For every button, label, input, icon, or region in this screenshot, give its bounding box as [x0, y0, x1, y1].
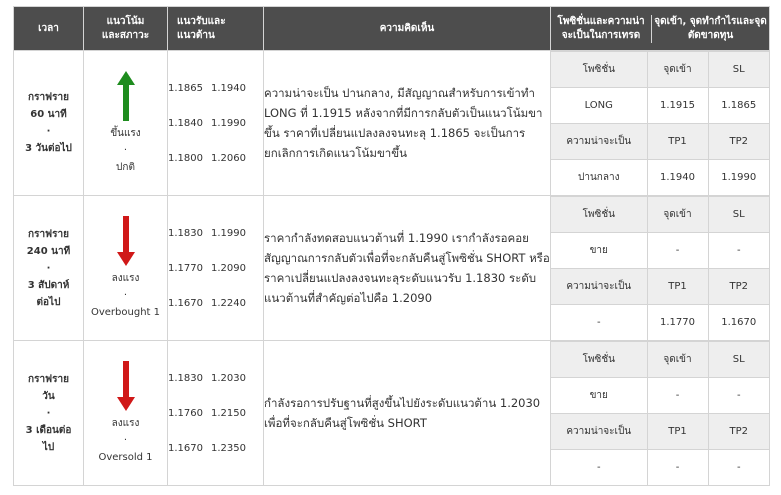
resistance-level: 1.2060	[211, 152, 246, 164]
timeframe-row	[14, 51, 770, 196]
support-level: 1.1865	[168, 82, 203, 94]
position-cell	[551, 341, 770, 486]
timeframe-text: ต่อไป	[36, 296, 61, 308]
trend-cell	[84, 196, 168, 341]
position-grid-cell: SL	[708, 52, 769, 88]
timeframe-row	[14, 341, 770, 486]
position-grid-cell: -	[551, 450, 647, 486]
timeframe-text: กราฟราย	[28, 92, 69, 103]
position-grid-row	[551, 378, 769, 414]
position-grid-cell: TP1	[647, 124, 708, 160]
position-grid-row	[551, 450, 769, 486]
trend-state: ปกติ	[116, 161, 135, 173]
position-grid-cell: -	[647, 450, 708, 486]
position-cell	[551, 51, 770, 196]
header-levels: แนวรับและแนวต้าน	[168, 7, 264, 51]
level-pair	[168, 141, 263, 176]
position-grid-cell: -	[708, 450, 769, 486]
comment-cell: กำลังรอการปรับฐานที่สูงขึ้นไปยังระดับแนวต้าน 1.2030 เพื่อที่จะกลับคืนสู่โพซิชั่น SHORT	[264, 341, 551, 486]
position-grid-cell: ความน่าจะเป็น	[551, 269, 647, 305]
position-grid-cell: จุดเข้า	[647, 197, 708, 233]
position-grid-cell: TP1	[647, 269, 708, 305]
position-grid	[551, 196, 769, 340]
position-cell	[551, 196, 770, 341]
header-positions-wrap	[551, 7, 770, 51]
timeframe-text: ·	[46, 407, 51, 419]
position-grid-cell: -	[647, 233, 708, 269]
position-grid-row	[551, 342, 769, 378]
timeframe-text: ·	[46, 262, 51, 274]
position-grid-cell: ความน่าจะเป็น	[551, 414, 647, 450]
position-grid-cell: TP2	[708, 124, 769, 160]
position-grid-cell: -	[708, 378, 769, 414]
timeframe-row	[14, 196, 770, 341]
level-pair	[168, 286, 263, 321]
position-grid-cell: จุดเข้า	[647, 52, 708, 88]
timeframe-text: 3 เดือนต่อ	[25, 424, 72, 436]
position-grid-cell: ขาย	[551, 233, 647, 269]
comment-cell: ราคากำลังทดสอบแนวต้านที่ 1.1990 เรากำลังรอคอยสัญญาณการกลับตัวเพื่อที่จะกลับคืนสู่โพซิชั่น SHORT หรือราคาเปลี่ยนแปลงลงจนทะลุระดับแนวรับ 1.1830 ระดับแนวต้านที่สำคัญต่อไปคือ 1.2090	[264, 196, 551, 341]
resistance-level: 1.1990	[211, 227, 246, 239]
position-grid-cell: ความน่าจะเป็น	[551, 124, 647, 160]
support-level: 1.1760	[168, 407, 203, 419]
support-level: 1.1840	[168, 117, 203, 129]
position-grid-row	[551, 124, 769, 160]
trend-state: Oversold 1	[98, 451, 153, 463]
trend-label: ·	[123, 144, 128, 156]
position-grid-row	[551, 160, 769, 196]
position-grid-cell: 1.1865	[708, 88, 769, 124]
position-grid-cell: -	[647, 378, 708, 414]
header-row	[14, 7, 770, 51]
level-pair	[168, 251, 263, 286]
position-grid-cell: -	[551, 305, 647, 341]
support-level: 1.1670	[168, 297, 203, 309]
arrow-up-icon	[117, 71, 135, 121]
comment-cell: ความน่าจะเป็น ปานกลาง, มีสัญญาณสำหรับการเข้าทำ LONG ที่ 1.1915 หลังจากที่มีการกลับตัวเป็นแนวโน้มขาขึ้น ราคาที่เปลี่ยนแปลงลงจนทะลุ 1.1865 จะเป็นการยกเลิกการเกิดแนวโน้มขาขึ้น	[264, 51, 551, 196]
timeframe-text: กราฟราย	[28, 373, 69, 385]
position-grid-cell: ขาย	[551, 378, 647, 414]
position-grid	[551, 341, 769, 485]
position-grid	[551, 51, 769, 195]
support-level: 1.1830	[168, 372, 203, 384]
resistance-level: 1.2150	[211, 407, 246, 419]
position-grid-cell: SL	[708, 342, 769, 378]
position-grid-row	[551, 269, 769, 305]
timeframe-text: 3 วันต่อไป	[25, 143, 72, 154]
support-level: 1.1670	[168, 442, 203, 454]
position-grid-row	[551, 88, 769, 124]
trend-label: ลงแรง	[111, 272, 140, 284]
resistance-level: 1.1990	[211, 117, 246, 129]
position-grid-cell: LONG	[551, 88, 647, 124]
position-grid-cell: -	[708, 233, 769, 269]
level-pair	[168, 71, 263, 106]
position-grid-cell: โพซิชั่น	[551, 342, 647, 378]
support-level: 1.1800	[168, 152, 203, 164]
timeframe-cell	[14, 51, 84, 196]
timeframe-text: ไป	[42, 441, 55, 453]
position-grid-cell: TP2	[708, 269, 769, 305]
timeframe-text: ·	[46, 126, 51, 137]
arrow-down-icon	[117, 216, 135, 266]
position-grid-cell: 1.1770	[647, 305, 708, 341]
forecast-table	[13, 6, 770, 486]
position-grid-cell: 1.1940	[647, 160, 708, 196]
trend-label: ลงแรง	[111, 417, 140, 429]
position-grid-cell: 1.1670	[708, 305, 769, 341]
position-grid-cell: SL	[708, 197, 769, 233]
levels-cell	[168, 341, 264, 486]
position-grid-row	[551, 197, 769, 233]
resistance-level: 1.1940	[211, 82, 246, 94]
header-positions: โพซิชั่นและความน่าจะเป็นในการเทรด	[551, 15, 652, 43]
level-pair	[168, 361, 263, 396]
resistance-level: 1.2090	[211, 262, 246, 274]
levels-cell	[168, 196, 264, 341]
header-comment: ความคิดเห็น	[264, 7, 551, 51]
header-trend: แนวโน้มและสภาวะ	[84, 7, 168, 51]
timeframe-text: 240 นาที	[26, 245, 71, 257]
resistance-level: 1.2350	[211, 442, 246, 454]
resistance-level: 1.2240	[211, 297, 246, 309]
trend-label: ·	[123, 289, 128, 301]
timeframe-text: 60 นาที	[30, 109, 67, 120]
position-grid-cell: TP2	[708, 414, 769, 450]
position-grid-row	[551, 52, 769, 88]
position-grid-cell: ปานกลาง	[551, 160, 647, 196]
resistance-level: 1.2030	[211, 372, 246, 384]
level-pair	[168, 396, 263, 431]
trend-cell	[84, 341, 168, 486]
position-grid-cell: 1.1915	[647, 88, 708, 124]
timeframe-text: วัน	[42, 390, 55, 402]
levels-cell	[168, 51, 264, 196]
position-grid-cell: โพซิชั่น	[551, 197, 647, 233]
timeframe-text: กราฟราย	[28, 228, 69, 240]
trend-label: ·	[123, 434, 128, 446]
trend-cell	[84, 51, 168, 196]
position-grid-cell: TP1	[647, 414, 708, 450]
level-pair	[168, 106, 263, 141]
position-grid-row	[551, 305, 769, 341]
timeframe-cell	[14, 196, 84, 341]
trend-state: Overbought 1	[90, 306, 160, 318]
timeframe-text: 3 สัปดาห์	[27, 279, 70, 291]
position-grid-cell: 1.1990	[708, 160, 769, 196]
support-level: 1.1770	[168, 262, 203, 274]
position-grid-row	[551, 233, 769, 269]
level-pair	[168, 216, 263, 251]
arrow-down-icon	[117, 361, 135, 411]
timeframe-cell	[14, 341, 84, 486]
header-time: เวลา	[14, 7, 84, 51]
position-grid-cell: จุดเข้า	[647, 342, 708, 378]
support-level: 1.1830	[168, 227, 203, 239]
position-grid-row	[551, 414, 769, 450]
level-pair	[168, 431, 263, 466]
position-grid-cell: โพซิชั่น	[551, 52, 647, 88]
header-entry: จุดเข้า, จุดทำกำไรและจุดตัดขาดทุน	[654, 15, 767, 41]
trend-label: ขึ้นแรง	[110, 127, 141, 139]
